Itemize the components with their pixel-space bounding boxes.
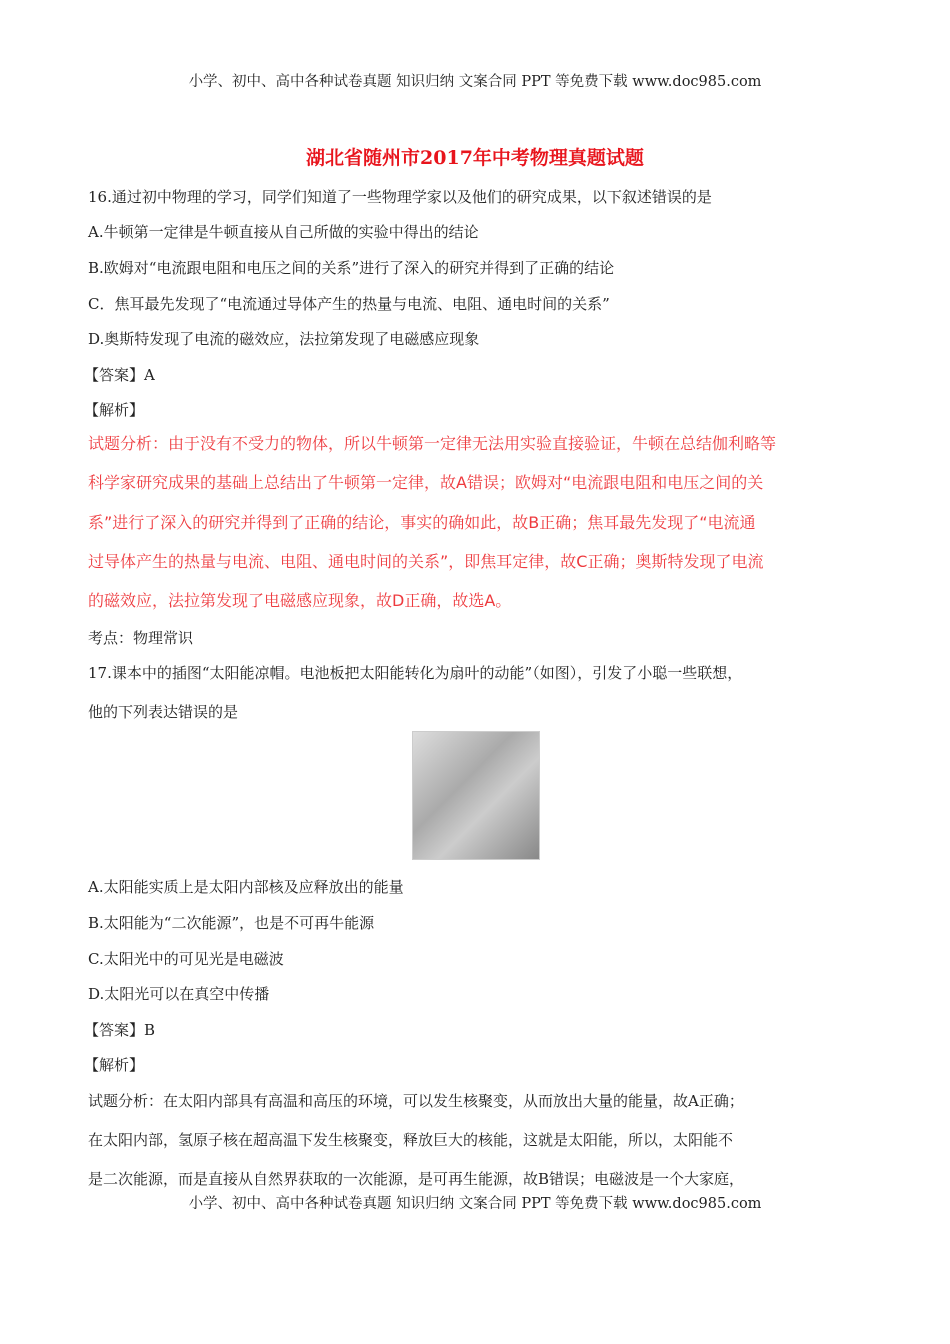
question-17: 17.课本中的插图“太阳能凉帽。电池板把太阳能转化为扇叶的动能”（如图），引发了小聪一些联想，: [88, 664, 743, 682]
answer-label: 【答案】B: [84, 1021, 156, 1039]
answer-label: 【答案】A: [84, 366, 155, 384]
kaodian: 考点：物理常识: [88, 629, 194, 647]
analysis-line: 过导体产生的热量与电流、电阻、通电时间的关系”，即焦耳定律，故C正确；奥斯特发现了电流: [88, 552, 764, 571]
option-c: C．焦耳最先发现了“电流通过导体产生的热量与电流、电阻、通电时间的关系”: [88, 295, 610, 313]
analysis-line: 是二次能源，而是直接从自然界获取的一次能源，是可再生能源，故B错误；电磁波是一个大家庭，: [88, 1170, 745, 1188]
option-a: A.太阳能实质上是太阳内部核及应释放出的能量: [88, 878, 404, 896]
option-b: B.欧姆对“电流跟电阻和电压之间的关系”进行了深入的研究并得到了正确的结论: [88, 259, 615, 277]
analysis-line: 试题分析：在太阳内部具有高温和高压的环境，可以发生核聚变，从而放出大量的能量，故A正确；: [88, 1092, 744, 1110]
question-17-cont: 他的下列表达错误的是: [88, 703, 239, 721]
document-title: 湖北省随州市2017年中考物理真题试题: [306, 147, 644, 169]
analysis-line: 的磁效应，法拉第发现了电磁感应现象，故D正确，故选A。: [88, 591, 512, 610]
analysis-line: 系”进行了深入的研究并得到了正确的结论，事实的确如此，故B正确；焦耳最先发现了“电流通: [88, 513, 756, 532]
solar-hat-image: [412, 731, 540, 860]
analysis-line: 在太阳内部，氢原子核在超高温下发生核聚变，释放巨大的核能，这就是太阳能，所以，太阳能不: [88, 1131, 734, 1149]
analysis-line: 科学家研究成果的基础上总结出了牛顿第一定律，故A错误；欧姆对“电流跟电阻和电压之间的关: [88, 473, 764, 492]
page-header: 小学、初中、高中各种试卷真题 知识归纳 文案合同 PPT 等免费下载 www.doc985.com: [188, 74, 762, 90]
analysis-label: 【解析】: [84, 1056, 145, 1074]
option-d: D.奥斯特发现了电流的磁效应，法拉第发现了电磁感应现象: [88, 330, 480, 348]
option-d: D.太阳光可以在真空中传播: [88, 985, 270, 1003]
option-b: B.太阳能为“二次能源”，也是不可再牛能源: [88, 914, 375, 932]
question-16: 16.通过初中物理的学习，同学们知道了一些物理学家以及他们的研究成果，以下叙述错误的是: [88, 188, 712, 206]
analysis-line: 试题分析：由于没有不受力的物体，所以牛顿第一定律无法用实验直接验证，牛顿在总结伽利略等: [88, 434, 777, 453]
option-a: A.牛顿第一定律是牛顿直接从自己所做的实验中得出的结论: [88, 223, 479, 241]
option-c: C.太阳光中的可见光是电磁波: [88, 950, 284, 968]
page-footer: 小学、初中、高中各种试卷真题 知识归纳 文案合同 PPT 等免费下载 www.doc985.com: [188, 1196, 762, 1212]
analysis-label: 【解析】: [84, 401, 145, 419]
